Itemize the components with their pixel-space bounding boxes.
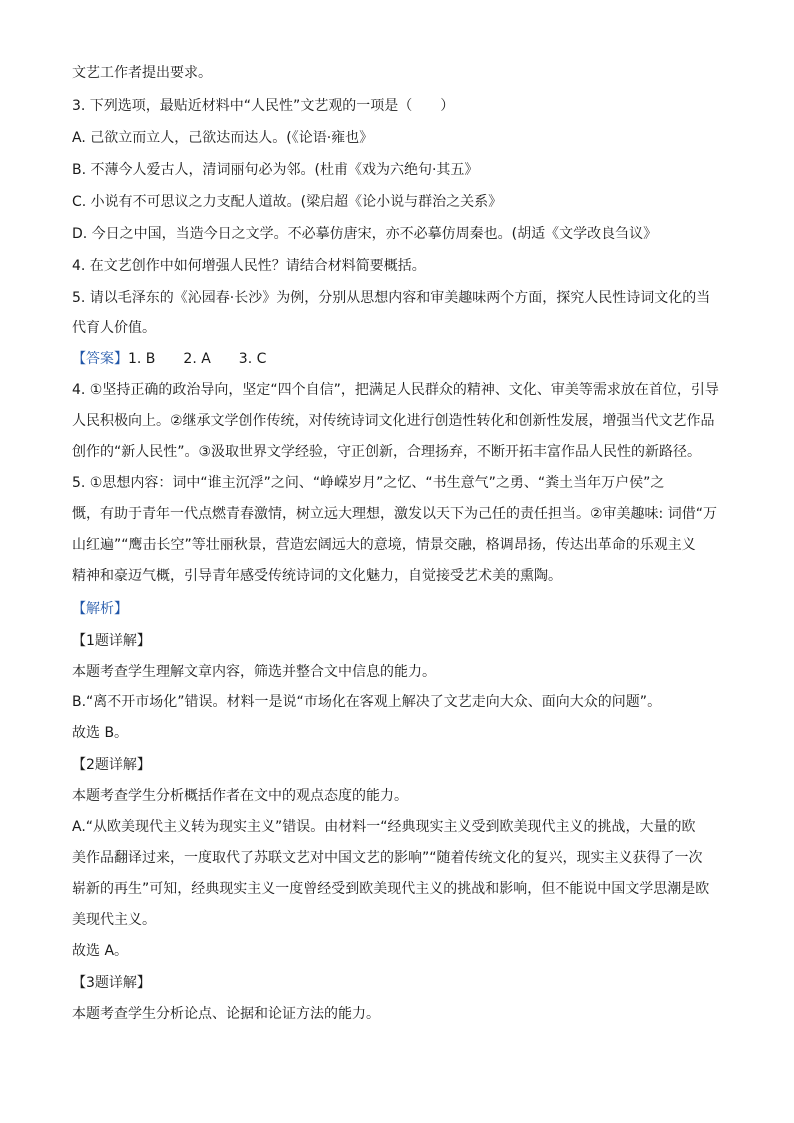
q1-line: 本题考查学生理解文章内容，筛选并整合文中信息的能力。 [72,664,436,680]
option-a: A. 己欲立而立人，己欲达而达人。(《论语·雍也》 [72,130,374,146]
q1-line: 故选 B。 [72,725,129,741]
q2-line: A.“从欧美现代主义转为现实主义”错误。由材料一“经典现实主义受到欧美现代主义的挑战，大量的欧 [72,819,696,835]
q3-line: 本题考查学生分析论点、论据和论证方法的能力。 [72,1006,380,1022]
q2-line: 本题考查学生分析概括作者在文中的观点态度的能力。 [72,788,408,804]
answer-line: 5. ①思想内容：词中“谁主沉浮”之问、“峥嵘岁月”之忆、“书生意气”之勇、“粪土当年万户侯”之 [72,475,665,491]
answer-line: 4. ①坚持正确的政治导向，坚定“四个自信”，把满足人民群众的精神、文化、审美等需求放在首位，引导 [72,382,719,398]
answer-values: 1. B 2. A 3. C [128,351,267,367]
answer-line: 创作的“新人民性”。③汲取世界文学经验，守正创新，合理扬弃，不断开拓丰富作品人民性的新路径。 [72,444,702,460]
question-5-cont: 代育人价值。 [72,320,156,336]
question-3: 3. 下列选项，最贴近材料中“人民性”文艺观的一项是（ ） [72,98,455,114]
q2-line: 崭新的再生”可知，经典现实主义一度曾经受到欧美现代主义的挑战和影响，但不能说中国文学思潮是欧 [72,881,710,897]
answer-line: 人民积极向上。②继承文学创作传统，对传统诗词文化进行创造性转化和创新性发展，增强当代文艺作品 [72,413,715,429]
answer-label: 【答案】 [72,351,128,367]
q1-label: 【1题详解】 [72,633,151,649]
question-5: 5. 请以毛泽东的《沁园春·长沙》为例，分别从思想内容和审美趣味两个方面，探究人民性诗词文化的当 [72,290,711,306]
analysis-label: 【解析】 [72,601,128,617]
q2-line: 美作品翻译过来，一度取代了苏联文艺对中国文艺的影响”“随着传统文化的复兴，现实主义获得了一次 [72,850,703,866]
answer-line: 山红遍”“鹰击长空”等壮丽秋景，营造宏阔远大的意境，情景交融，格调昂扬，传达出革命的乐观主义 [72,537,696,553]
q3-label: 【3题详解】 [72,975,151,991]
q2-line: 故选 A。 [72,943,129,959]
answer-line: 精神和豪迈气概，引导青年感受传统诗词的文化魅力，自觉接受艺术美的熏陶。 [72,568,562,584]
question-4: 4. 在文艺创作中如何增强人民性？请结合材料简要概括。 [72,258,426,274]
answer-line: 慨，有助于青年一代点燃青春激情，树立远大理想，激发以天下为己任的责任担当。②审美趣味: 词借“万 [72,506,717,522]
text-line: 文艺工作者提出要求。 [72,65,212,81]
option-d: D. 今日之中国，当造今日之文学。不必摹仿唐宋，亦不必摹仿周秦也。(胡适《文学改良刍议》 [72,226,658,242]
q1-line: B.“离不开市场化”错误。材料一是说“市场化在客观上解决了文艺走向大众、面向大众的问题”。 [72,694,662,710]
option-c: C. 小说有不可思议之力支配人道故。(梁启超《论小说与群治之关系》 [72,194,503,210]
q2-line: 美现代主义。 [72,912,156,928]
answer-row [72,349,266,369]
q2-label: 【2题详解】 [72,757,151,773]
option-b: B. 不薄今人爱古人，清词丽句必为邻。(杜甫《戏为六绝句·其五》 [72,162,479,178]
